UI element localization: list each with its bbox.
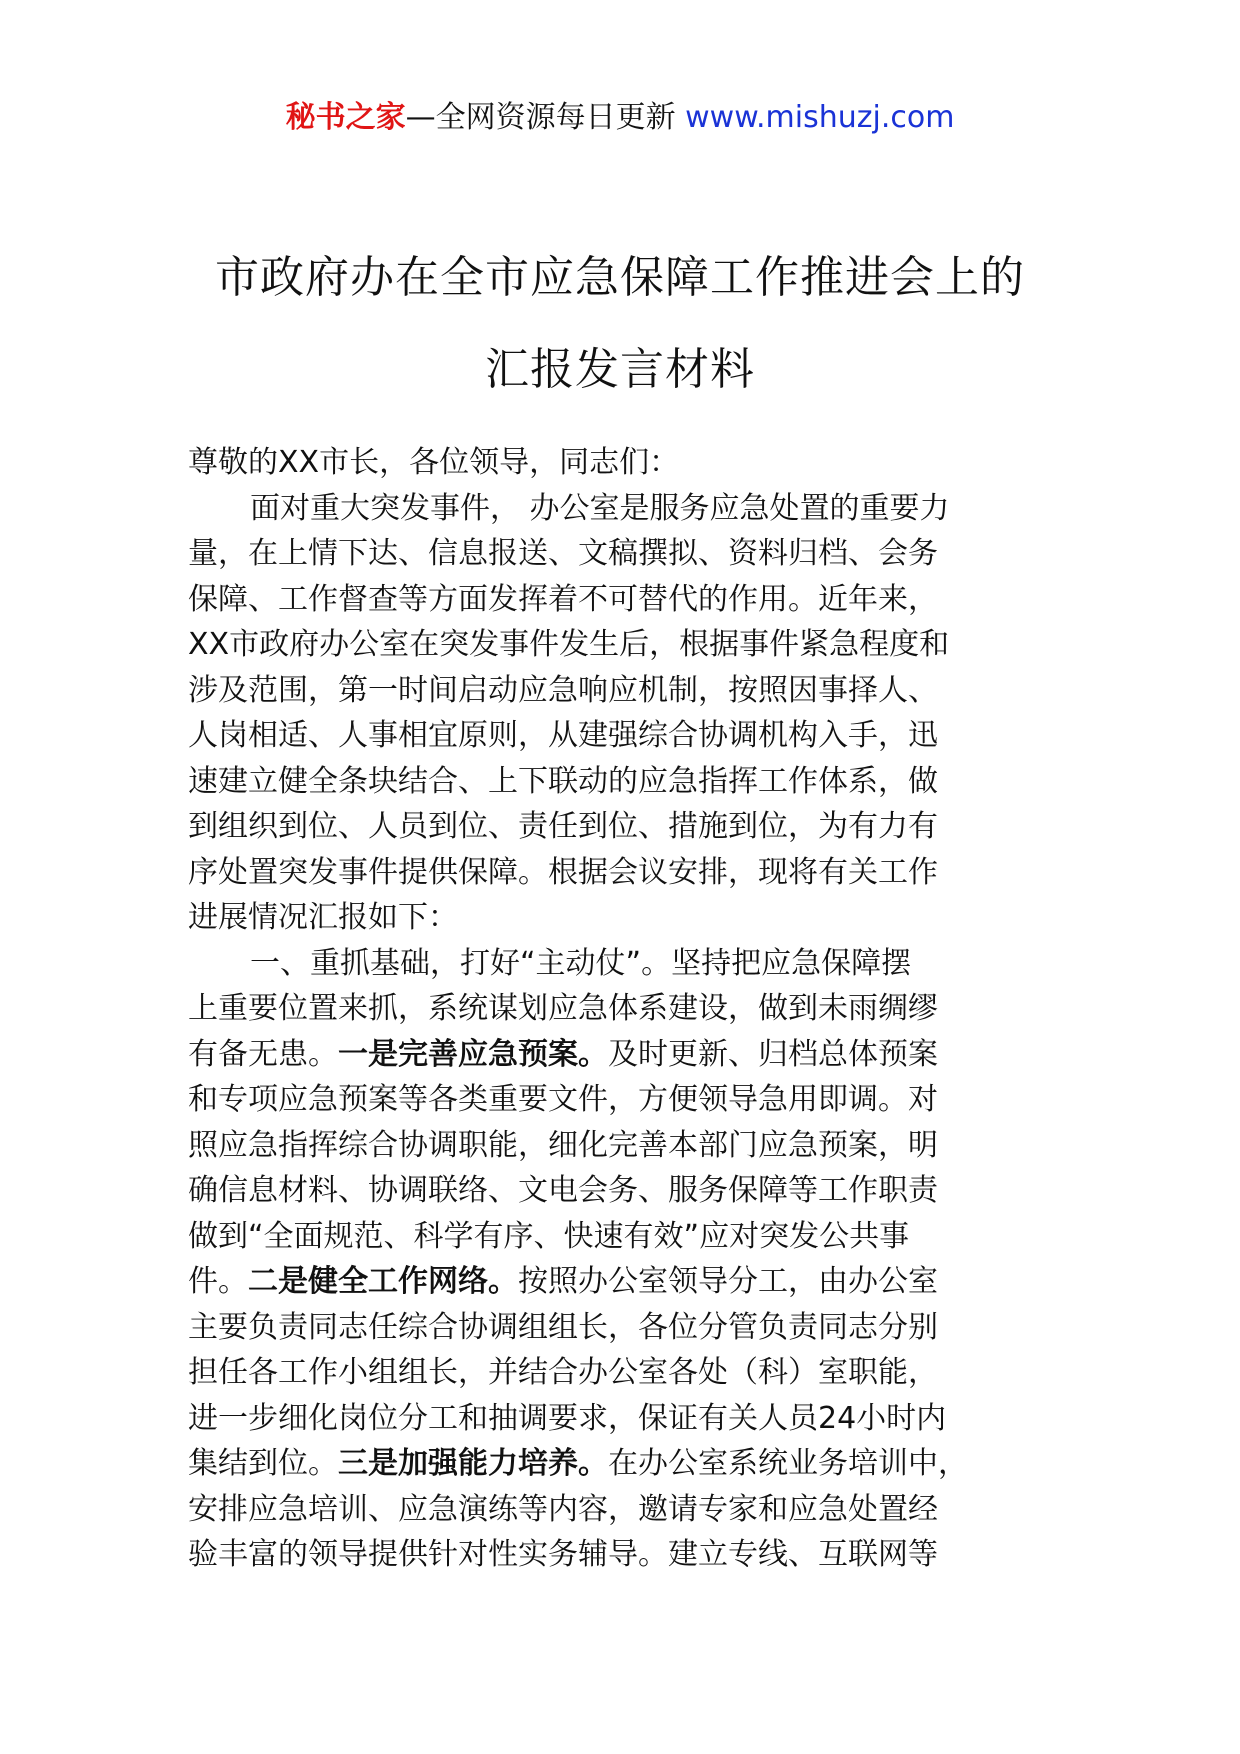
paragraph-line: 保障、工作督查等方面发挥着不可替代的作用。近年来， bbox=[188, 581, 938, 617]
paragraph-line: 到组织到位、人员到位、责任到位、措施到位，为有力有 bbox=[188, 809, 938, 844]
site-url-link[interactable]: www.mishuzj.com bbox=[685, 100, 955, 135]
paragraph-line: 进展情况汇报如下： bbox=[188, 900, 458, 935]
paragraph-line: 主要负责同志任综合协调组组长，各位分管负责同志分别 bbox=[188, 1309, 938, 1345]
paragraph-line: 确信息材料、协调联络、文电会务、服务保障等工作职责 bbox=[188, 1173, 938, 1208]
title-line-2: 汇报发言材料 bbox=[485, 344, 755, 395]
text-run: 及时更新、归档总体预案 bbox=[608, 1036, 938, 1072]
salutation: 尊敬的XX市长，各位领导，同志们： bbox=[188, 445, 680, 480]
text-run: 件。 bbox=[188, 1264, 248, 1299]
paragraph-line bbox=[188, 1259, 1068, 1305]
text-run: 集结到位。 bbox=[188, 1446, 338, 1481]
site-header bbox=[0, 98, 1240, 138]
paragraph-line bbox=[188, 1032, 1068, 1078]
section-heading-line: 一、重抓基础，打好“主动仗”。坚持把应急保障摆 bbox=[250, 945, 912, 981]
paragraph-line: 照应急指挥综合协调职能，细化完善本部门应急预案，明 bbox=[188, 1127, 938, 1163]
paragraph-line: XX市政府办公室在突发事件发生后，根据事件紧急程度和 bbox=[188, 627, 950, 662]
paragraph-line: 人岗相适、人事相宜原则，从建强综合协调机构入手，迅 bbox=[188, 718, 938, 753]
paragraph-line: 担任各工作小组组长，并结合办公室各处（科）室职能， bbox=[188, 1355, 938, 1390]
paragraph-line: 做到“全面规范、科学有序、快速有效”应对突发公共事 bbox=[188, 1218, 910, 1254]
text-run: 按照办公室领导分工，由办公室 bbox=[518, 1264, 938, 1299]
bold-subheading: 三是加强能力培养。 bbox=[338, 1446, 608, 1481]
paragraph-line: 安排应急培训、应急演练等内容，邀请专家和应急处置经 bbox=[188, 1491, 938, 1527]
title-line-1: 市政府办在全市应急保障工作推进会上的 bbox=[215, 252, 1025, 303]
paragraph-line: 速建立健全条块结合、上下联动的应急指挥工作体系，做 bbox=[188, 763, 938, 799]
paragraph-line: 序处置突发事件提供保障。根据会议安排，现将有关工作 bbox=[188, 854, 938, 890]
paragraph-line: 上重要位置来抓，系统谋划应急体系建设，做到未雨绸缪 bbox=[188, 991, 938, 1026]
bold-subheading: 二是健全工作网络。 bbox=[248, 1264, 518, 1299]
document-body bbox=[188, 440, 1068, 1578]
paragraph-line: 面对重大突发事件， 办公室是服务应急处置的重要力 bbox=[250, 490, 950, 526]
site-slogan: —全网资源每日更新 bbox=[405, 100, 676, 135]
paragraph-line: 量，在上情下达、信息报送、文稿撰拟、资料归档、会务 bbox=[188, 536, 938, 571]
paragraph-line bbox=[188, 1441, 1068, 1487]
paragraph-line: 和专项应急预案等各类重要文件，方便领导急用即调。对 bbox=[188, 1082, 938, 1117]
text-run: 有备无患。 bbox=[188, 1036, 338, 1072]
paragraph-line: 涉及范围，第一时间启动应急响应机制，按照因事择人、 bbox=[188, 672, 938, 708]
site-brand: 秘书之家 bbox=[285, 100, 406, 135]
bold-subheading: 一是完善应急预案。 bbox=[338, 1036, 608, 1072]
document-title bbox=[0, 232, 1240, 416]
paragraph-line: 进一步细化岗位分工和抽调要求，保证有关人员24小时内 bbox=[188, 1400, 947, 1436]
paragraph-line: 验丰富的领导提供针对性实务辅导。建立专线、互联网等 bbox=[188, 1537, 938, 1572]
text-run: 在办公室系统业务培训中， bbox=[608, 1446, 968, 1481]
